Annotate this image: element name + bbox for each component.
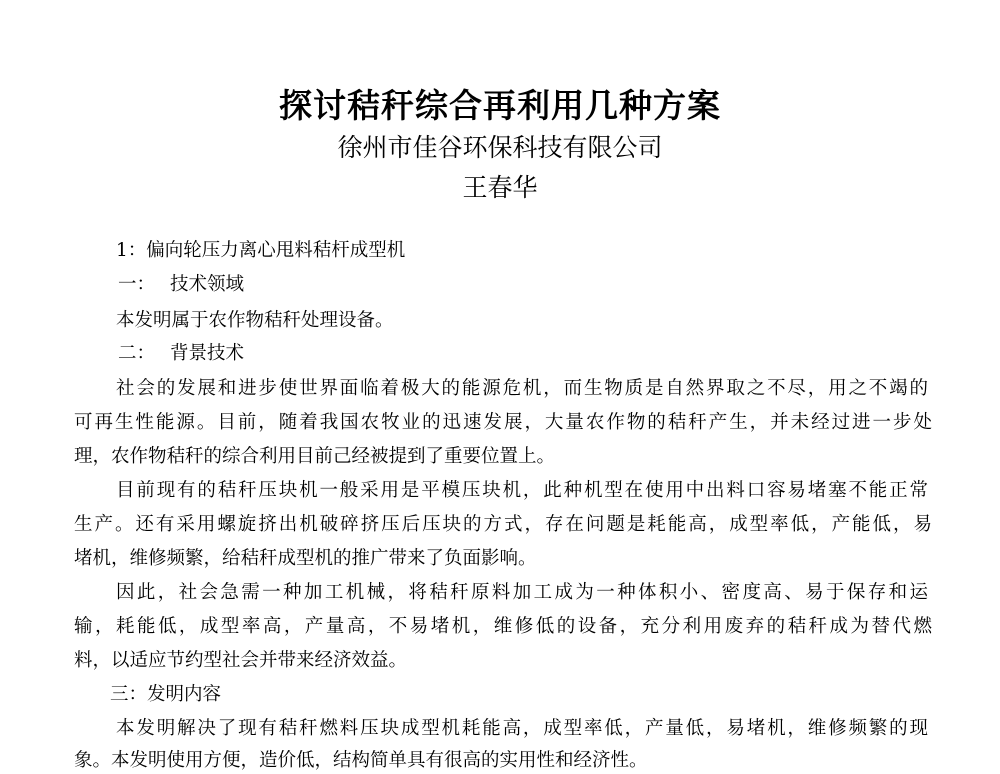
document-title: 探讨秸秆综合再利用几种方案: [279, 86, 721, 125]
paragraph-line: 料，以适应节约型社会并带来经济效益。: [74, 650, 408, 671]
subsection-title: 背景技术: [170, 343, 245, 364]
paragraph-line: 目前现有的秸秆压块机一般采用是平模压块机，此种机型在使用中出料口容易堵塞不能正常: [116, 480, 928, 501]
company-name: 徐州市佳谷环保科技有限公司: [337, 133, 663, 162]
subsection-heading-3: 三：发明内容: [110, 684, 222, 705]
paragraph-line: 堵机，维修频繁，给秸秆成型机的推广带来了负面影响。: [74, 548, 537, 569]
paragraph-line: 本发明解决了现有秸秆燃料压块成型机耗能高，成型率低，产量低，易堵机，维修频繁的现: [116, 718, 928, 739]
subsection-title: 技术领域: [170, 274, 245, 295]
paragraph-line: 生产。还有采用螺旋挤出机破碎挤压后压块的方式，存在问题是耗能高，成型率低，产能低，易: [74, 514, 932, 535]
paragraph-line: 本发明属于农作物秸秆处理设备。: [116, 310, 394, 331]
subsection-number: 一：: [118, 274, 156, 295]
section-heading: 1：偏向轮压力离心甩料秸杆成型机: [116, 240, 406, 261]
paragraph-line: 可再生性能源。目前，随着我国农牧业的迅速发展，大量农作物的秸秆产生，并未经过进一步处: [74, 412, 932, 433]
paragraph-line: 因此，社会急需一种加工机械，将秸秆原料加工成为一种体积小、密度高、易于保存和运: [116, 582, 928, 603]
paragraph-line: 理，农作物秸秆的综合利用目前己经被提到了重要位置上。: [74, 446, 556, 467]
subsection-number: 二：: [118, 343, 156, 364]
author-name: 王春华: [462, 173, 538, 202]
paragraph-line: 象。本发明使用方便，造价低，结构简单具有很高的实用性和经济性。: [74, 750, 648, 771]
subsection-heading-2: [118, 341, 976, 367]
paragraph-line: 社会的发展和进步使世界面临着极大的能源危机，而生物质是自然界取之不尽，用之不竭的: [116, 378, 928, 399]
subsection-heading-1: [118, 272, 976, 298]
paragraph-line: 输，耗能低，成型率高，产量高，不易堵机，维修低的设备，充分利用废弃的秸秆成为替代燃: [74, 616, 932, 637]
